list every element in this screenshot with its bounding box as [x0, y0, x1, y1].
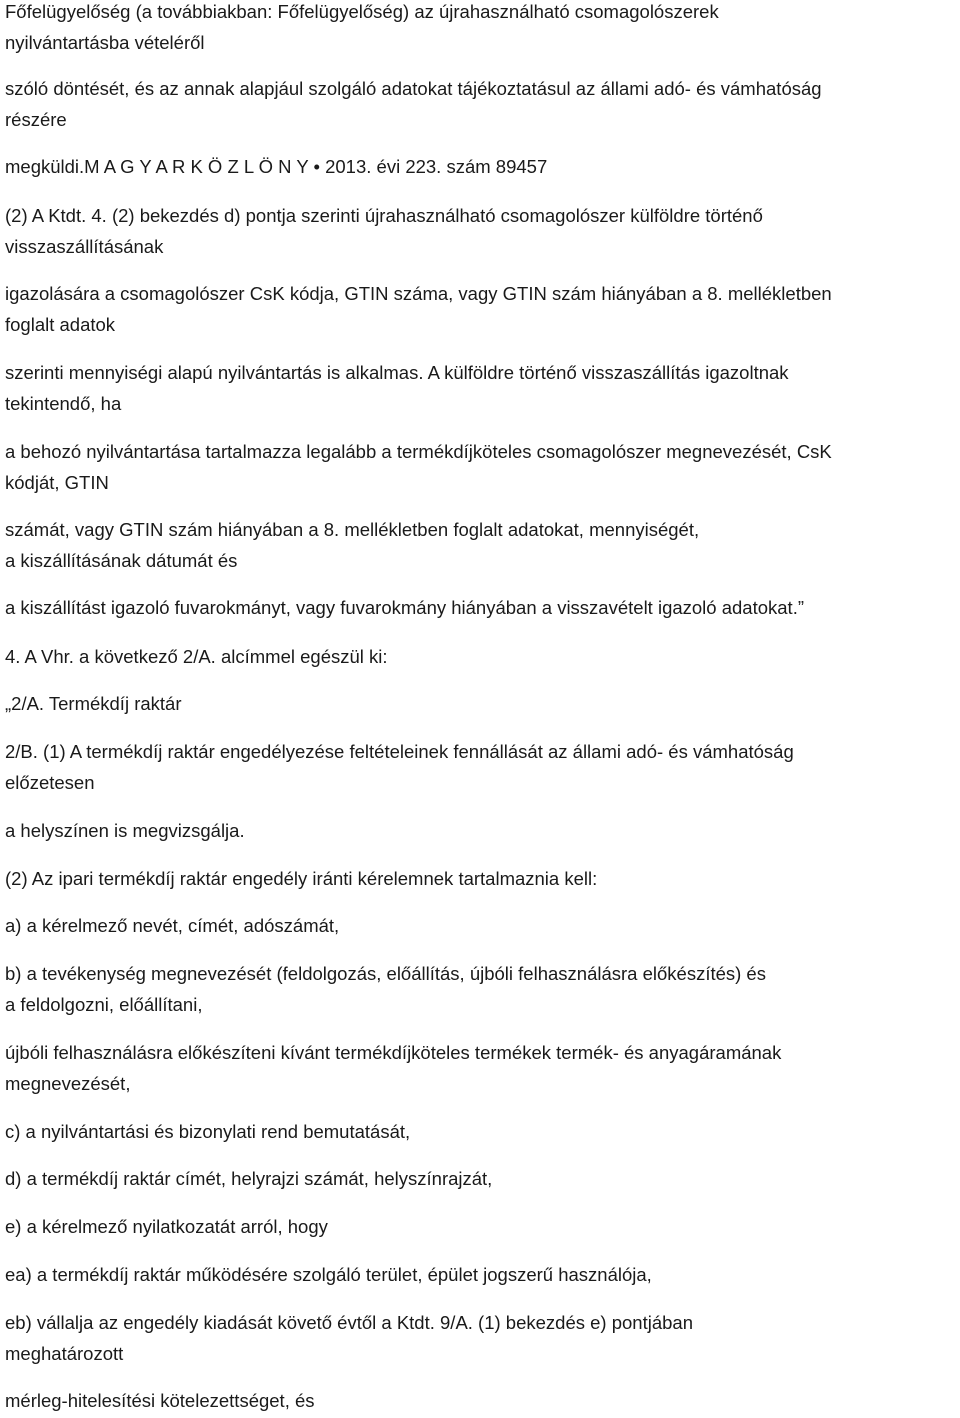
text-line: c) a nyilvántartási és bizonylati rend bemutatását,: [5, 1121, 411, 1142]
text-line: e) a kérelmező nyilatkozatát arról, hogy: [5, 1216, 328, 1237]
text-line: nyilvántartásba vételéről: [5, 32, 205, 53]
text-line: Főfelügyelőség (a továbbiakban: Főfelügyelőség) az újrahasználható csomagolószerek: [5, 1, 719, 22]
text-line: eb) vállalja az engedély kiadását követő évtől a Ktdt. 9/A. (1) bekezdés e) pontjában: [5, 1312, 694, 1333]
text-line: „2/A. Termékdíj raktár: [5, 693, 182, 714]
text-line: foglalt adatok: [5, 314, 116, 335]
text-line: szóló döntését, és az annak alapjául szolgáló adatokat tájékoztatásul az állami adó- és vámhatóság: [5, 78, 822, 99]
text-line: (2) A Ktdt. 4. (2) bekezdés d) pontja szerinti újrahasználható csomagolószer külföldre történő: [5, 205, 763, 226]
text-line: (2) Az ipari termékdíj raktár engedély iránti kérelemnek tartalmaznia kell:: [5, 868, 598, 889]
text-line: újbóli felhasználásra előkészíteni kívánt termékdíjköteles termékek termék- és anyagáramának: [5, 1042, 782, 1063]
text-line: mérleg-hitelesítési kötelezettséget, és: [5, 1390, 315, 1411]
text-line: számát, vagy GTIN szám hiányában a 8. mellékletben foglalt adatokat, mennyiségét,: [5, 519, 700, 540]
text-line: a feldolgozni, előállítani,: [5, 994, 203, 1015]
text-line: kódját, GTIN: [5, 472, 109, 493]
text-line: ea) a termékdíj raktár működésére szolgáló terület, épület jogszerű használója,: [5, 1264, 652, 1285]
text-line: igazolására a csomagolószer CsK kódja, GTIN száma, vagy GTIN szám hiányában a 8. mellékletben: [5, 283, 832, 304]
text-line: tekintendő, ha: [5, 393, 122, 414]
text-line: a behozó nyilvántartása tartalmazza legalább a termékdíjköteles csomagolószer megnevezését, CsK: [5, 441, 832, 462]
text-line: b) a tevékenység megnevezését (feldolgozás, előállítás, újbóli felhasználásra előkészítés) és: [5, 963, 766, 984]
text-line: a) a kérelmező nevét, címét, adószámát,: [5, 915, 340, 936]
text-line: részére: [5, 109, 67, 130]
text-line: visszaszállításának: [5, 236, 164, 257]
text-line: szerinti mennyiségi alapú nyilvántartás is alkalmas. A külföldre történő visszaszállítás igazoltnak: [5, 362, 789, 383]
text-line: előzetesen: [5, 772, 95, 793]
text-line: 2/B. (1) A termékdíj raktár engedélyezése feltételeinek fennállását az állami adó- és vámhatóság: [5, 741, 794, 762]
text-line: megnevezését,: [5, 1073, 131, 1094]
text-line: a kiszállításának dátumát és: [5, 550, 238, 571]
text-line: d) a termékdíj raktár címét, helyrajzi számát, helyszínrajzát,: [5, 1168, 493, 1189]
text-line: meghatározott: [5, 1343, 124, 1364]
text-line: a helyszínen is megvizsgálja.: [5, 820, 245, 841]
text-line: a kiszállítást igazoló fuvarokmányt, vagy fuvarokmány hiányában a visszavételt igazoló adatokat.”: [5, 597, 804, 618]
text-line: 4. A Vhr. a következő 2/A. alcímmel egészül ki:: [5, 646, 388, 667]
text-line: megküldi.M A G Y A R K Ö Z L Ö N Y • 2013. évi 223. szám 89457: [5, 156, 548, 177]
